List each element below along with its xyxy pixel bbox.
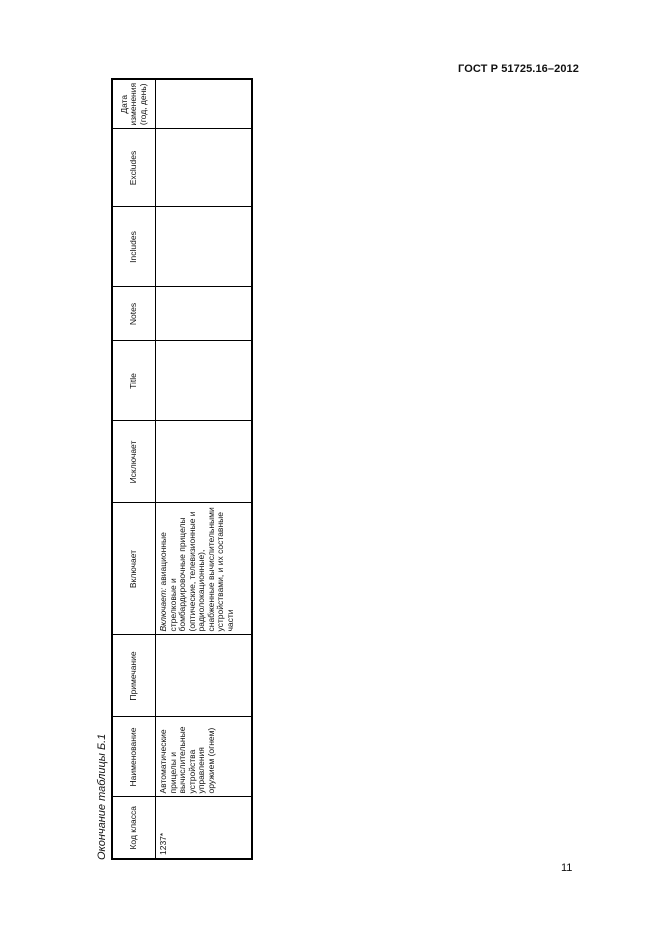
standard-header: ГОСТ Р 51725.16–2012: [458, 63, 579, 75]
table-row: [156, 79, 253, 859]
column-header-includes: Включает: [112, 503, 156, 635]
column-header-excludes-en: Excludes: [112, 129, 156, 207]
column-header-includes-en: Includes: [112, 207, 156, 287]
column-header-excludes: Исключает: [112, 421, 156, 503]
cell-notes-en: [156, 287, 253, 341]
table-caption: Окончание таблицы Б.1: [96, 733, 108, 860]
cell-excludes-en: [156, 129, 253, 207]
cell-includes: [156, 503, 253, 635]
cell-includes-en: [156, 207, 253, 287]
column-header-notes-en: Notes: [112, 287, 156, 341]
column-header-name: Наименование: [112, 717, 156, 797]
rotated-table-block: [94, 80, 259, 860]
includes-text: авиационные стрелковые и бомбардировочные прицелы (оптические, телевизионные и радиолокационные), снабженные вычислительными устройствами, и их составные части: [158, 507, 235, 632]
cell-name: Автоматические прицелы и вычислительные устройства управления оружием (огнем): [156, 717, 253, 797]
page-number: 11: [561, 862, 573, 874]
table-header-row: [112, 79, 156, 859]
column-header-title: Title: [112, 341, 156, 421]
cell-note: [156, 635, 253, 717]
cell-date: [156, 79, 253, 129]
cell-code: 1237*: [156, 797, 253, 859]
classification-table: [111, 78, 253, 860]
includes-prefix: Включает:: [158, 587, 168, 632]
cell-title: [156, 341, 253, 421]
column-header-date: Дата изменения (год, день): [112, 79, 156, 129]
column-header-note: Примечание: [112, 635, 156, 717]
cell-excludes: [156, 421, 253, 503]
column-header-code: Код класса: [112, 797, 156, 859]
